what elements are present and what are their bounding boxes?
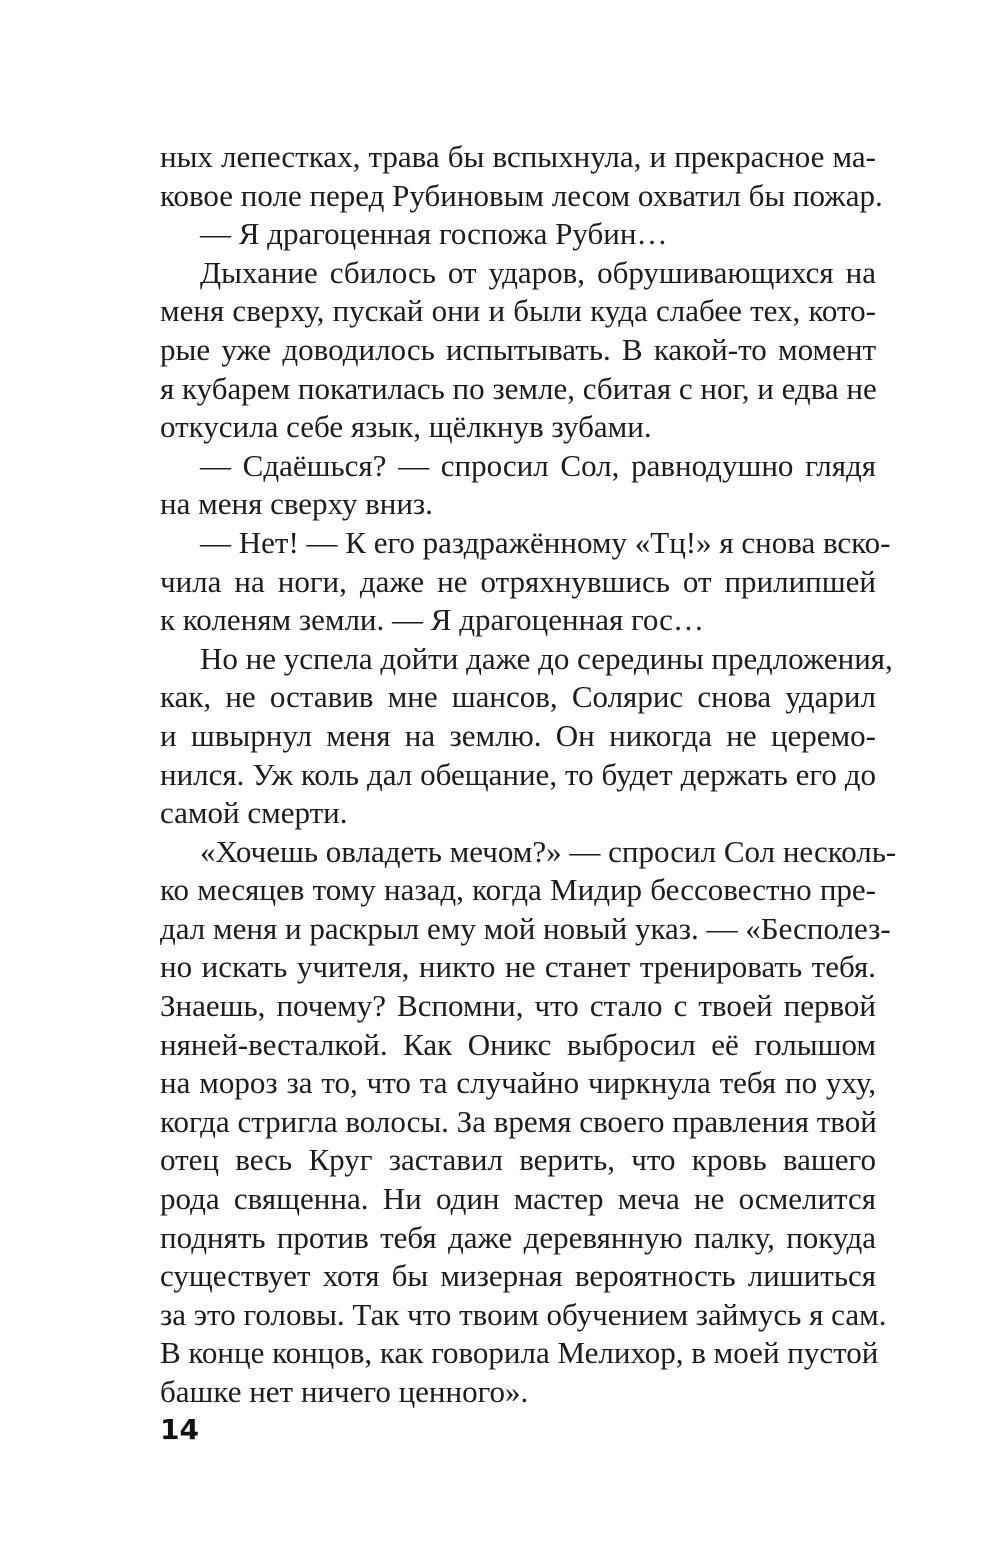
text-line: В конце концов, как говорила Мелихор, в моей пустой	[160, 1335, 879, 1371]
page-number: 14	[160, 1413, 199, 1446]
text-line: башке нет ничего ценного».	[160, 1374, 529, 1409]
text-line: — Я драгоценная госпожа Рубин…	[200, 216, 668, 252]
text-line: Знаешь, почему? Вспомни, что стало с твоей первой	[160, 988, 876, 1024]
text-line: — Нет! — К его раздражённому «Тц!» я снова вско-	[200, 524, 891, 560]
text-line: откусила себе язык, щёлкнув зубами.	[160, 409, 652, 445]
text-line: меня сверху, пускай они и были куда слабее тех, кото-	[160, 293, 876, 329]
text-line: за это головы. Так что твоим обучением займусь я сам.	[160, 1296, 887, 1332]
text-line: — Сдаёшься? — спросил Сол, равнодушно глядя	[200, 447, 876, 483]
text-line: ко месяцев тому назад, когда Мидир бессовестно пре-	[160, 872, 876, 908]
text-line: когда стригла волосы. За время своего правления твой	[160, 1103, 877, 1139]
body-text	[160, 138, 897, 1412]
text-line: и швырнул меня на землю. Он никогда не церемо-	[160, 717, 876, 753]
text-line: на меня сверху вниз.	[160, 486, 433, 522]
text-line: Но не успела дойти даже до середины предложения,	[200, 640, 893, 676]
text-line: рые уже доводилось испытывать. В какой-то момент	[160, 331, 876, 367]
text-line: как, не оставив мне шансов, Солярис снова ударил	[160, 679, 876, 715]
text-line: рода священна. Ни один мастер меча не осмелится	[160, 1181, 876, 1217]
text-line: но искать учителя, никто не станет тренировать тебя.	[160, 949, 876, 985]
text-line: отец весь Круг заставил верить, что кровь вашего	[160, 1142, 876, 1178]
text-line: существует хотя бы мизерная вероятность лишиться	[160, 1258, 876, 1294]
text-line: нился. Уж коль дал обещание, то будет держать его до	[160, 756, 876, 792]
text-line: дал меня и раскрыл ему мой новый указ. — «Бесполез-	[160, 910, 891, 946]
text-line: ных лепестках, трава бы вспыхнула, и прекрасное ма-	[160, 139, 876, 174]
text-line: к коленям земли. — Я драгоценная гос…	[160, 602, 704, 638]
text-line: самой смерти.	[160, 795, 348, 831]
text-line: ковое поле перед Рубиновым лесом охватил бы пожар.	[160, 177, 883, 213]
text-line: я кубарем покатилась по земле, сбитая с ног, и едва не	[160, 370, 877, 406]
text-line: «Хочешь овладеть мечом?» — спросил Сол несколь-	[200, 833, 897, 869]
text-line: на мороз за то, что та случайно чиркнула тебя по уху,	[160, 1065, 876, 1101]
text-line: поднять против тебя даже деревянную палку, покуда	[160, 1219, 876, 1255]
text-line: Дыхание сбилось от ударов, обрушивающихся на	[200, 254, 876, 290]
text-line: няней-весталкой. Как Оникс выбросил её голышом	[160, 1026, 876, 1062]
text-line: чила на ноги, даже не отряхнувшись от прилипшей	[160, 563, 876, 599]
